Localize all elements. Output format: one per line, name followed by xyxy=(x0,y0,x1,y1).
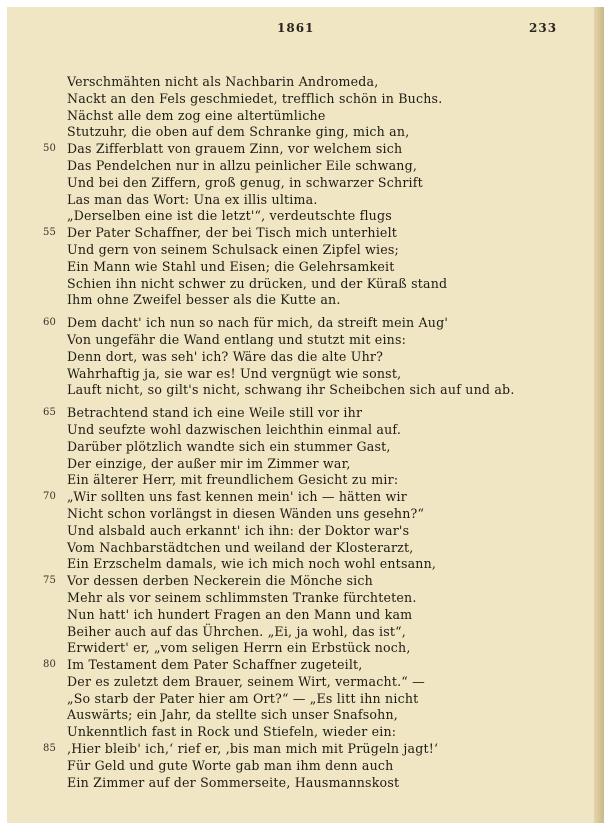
poem-line xyxy=(7,523,604,540)
line-text: Ihm ohne Zweifel besser als die Kutte an. xyxy=(67,292,341,308)
line-text: Das Zifferblatt von grauem Zinn, vor welchem sich xyxy=(67,141,403,157)
poem-line xyxy=(7,349,604,366)
line-text: Im Testament dem Pater Schaffner zugeteilt, xyxy=(67,657,363,673)
poem-line xyxy=(7,382,604,399)
line-number: 55 xyxy=(43,227,57,239)
poem-line xyxy=(7,141,604,158)
poem-line xyxy=(7,607,604,624)
poem-line xyxy=(7,758,604,775)
poem-line xyxy=(7,422,604,439)
line-text: Ein Mann wie Stahl und Eisen; die Gelehrsamkeit xyxy=(67,258,395,274)
poem-line xyxy=(7,91,604,108)
line-text: Darüber plötzlich wandte sich ein stummer Gast, xyxy=(67,438,391,454)
line-number: 60 xyxy=(43,317,57,329)
line-text: Der einzige, der außer mir im Zimmer war, xyxy=(67,455,351,471)
line-text: Betrachtend stand ich eine Weile still vor ihr xyxy=(67,405,363,421)
line-text: Stutzuhr, die oben auf dem Schranke ging, mich an, xyxy=(67,124,410,140)
poem-line xyxy=(7,315,604,332)
line-text: Für Geld und gute Worte gab man ihm denn auch xyxy=(67,757,394,773)
line-number: 80 xyxy=(43,659,57,671)
line-number: 85 xyxy=(43,743,57,755)
poem-line xyxy=(7,242,604,259)
poem-line xyxy=(7,439,604,456)
line-text: Mehr als vor seinem schlimmsten Tranke fürchteten. xyxy=(67,589,417,605)
poem-line xyxy=(7,741,604,758)
line-text: Ein älterer Herr, mit freundlichem Gesicht zu mir: xyxy=(67,472,399,488)
line-number: 65 xyxy=(43,407,57,419)
line-text: Und alsbald auch erkannt' ich ihn: der Doktor war's xyxy=(67,522,410,538)
poem-line xyxy=(7,276,604,293)
running-header xyxy=(7,21,604,41)
line-text: Lauft nicht, so gilt's nicht, schwang ihr Scheibchen sich auf und ab. xyxy=(67,382,515,398)
poem-line xyxy=(7,158,604,175)
poem-line xyxy=(7,657,604,674)
line-text: Das Pendelchen nur in allzu peinlicher Eile schwang, xyxy=(67,157,418,173)
poem-text xyxy=(7,74,604,791)
line-text: Der Pater Schaffner, der bei Tisch mich unterhielt xyxy=(67,225,398,241)
poem-line xyxy=(7,192,604,209)
poem-line xyxy=(7,208,604,225)
poem-line xyxy=(7,74,604,91)
line-text: Verschmähten nicht als Nachbarin Andromeda, xyxy=(67,74,379,89)
line-text: Von ungefähr die Wand entlang und stutzt mit eins: xyxy=(67,331,407,347)
line-text: Denn dort, was seh' ich? Wäre das die alte Uhr? xyxy=(67,348,384,364)
poem-line xyxy=(7,472,604,489)
line-text: Vor dessen derben Neckerein die Mönche sich xyxy=(67,573,373,589)
poem-line xyxy=(7,640,604,657)
line-text: Vom Nachbarstädtchen und weiland der Klosterarzt, xyxy=(67,539,414,555)
poem-line xyxy=(7,775,604,792)
header-year: 1861 xyxy=(277,21,315,35)
line-text: ‚Hier bleib' ich,‘ rief er, ‚bis man mich mit Prügeln jagt!‘ xyxy=(67,741,439,757)
line-text: Ein Zimmer auf der Sommerseite, Hausmannskost xyxy=(67,774,400,790)
poem-line xyxy=(7,674,604,691)
book-page xyxy=(7,7,604,823)
line-number: 50 xyxy=(43,143,57,155)
line-text: Wahrhaftig ja, sie war es! Und vergnügt wie sonst, xyxy=(67,365,402,381)
page-number: 233 xyxy=(529,21,558,35)
line-text: Las man das Wort: Una ex illis ultima. xyxy=(67,191,318,207)
line-text: Und bei den Ziffern, groß genug, in schwarzer Schrift xyxy=(67,174,423,190)
line-text: Nicht schon vorlängst in diesen Wänden uns gesehn?“ xyxy=(67,505,425,521)
line-text: Dem dacht' ich nun so nach für mich, da streift mein Aug' xyxy=(67,315,449,331)
poem-line xyxy=(7,707,604,724)
poem-line xyxy=(7,556,604,573)
poem-line xyxy=(7,691,604,708)
poem-line xyxy=(7,259,604,276)
line-text: Ein Erzschelm damals, wie ich mich noch wohl entsann, xyxy=(67,556,437,572)
line-text: Schien ihn nicht schwer zu drücken, und der Küraß stand xyxy=(67,275,448,291)
poem-line xyxy=(7,456,604,473)
line-text: Beiher auch auf das Ührchen. „Ei, ja wohl, das ist“, xyxy=(67,623,407,639)
line-text: Und seufzte wohl dazwischen leichthin einmal auf. xyxy=(67,421,402,437)
poem-line xyxy=(7,292,604,309)
line-number: 75 xyxy=(43,575,57,587)
line-text: Nächst alle dem zog eine altertümliche xyxy=(67,107,326,123)
poem-line xyxy=(7,540,604,557)
poem-line xyxy=(7,366,604,383)
line-text: Und gern von seinem Schulsack einen Zipfel wies; xyxy=(67,241,400,257)
poem-line xyxy=(7,590,604,607)
line-text: Unkenntlich fast in Rock und Stiefeln, wieder ein: xyxy=(67,724,397,740)
poem-line xyxy=(7,175,604,192)
line-text: Erwidert' er, „vom seligen Herrn ein Erbstück noch, xyxy=(67,640,411,656)
poem-line xyxy=(7,489,604,506)
line-text: „Derselben eine ist die letzt'“, verdeutschte flugs xyxy=(67,208,392,224)
line-text: Auswärts; ein Jahr, da stellte sich unser Snafsohn, xyxy=(67,707,398,723)
poem-line xyxy=(7,225,604,242)
line-number: 70 xyxy=(43,491,57,503)
poem-line xyxy=(7,624,604,641)
line-text: „So starb der Pater hier am Ort?“ — „Es litt ihn nicht xyxy=(67,690,419,706)
poem-line xyxy=(7,124,604,141)
poem-line xyxy=(7,573,604,590)
line-text: „Wir sollten uns fast kennen mein' ich — hätten wir xyxy=(67,489,407,505)
poem-line xyxy=(7,506,604,523)
poem-line xyxy=(7,724,604,741)
poem-line xyxy=(7,405,604,422)
poem-line xyxy=(7,108,604,125)
poem-line xyxy=(7,332,604,349)
line-text: Nackt an den Fels geschmiedet, trefflich schön in Buchs. xyxy=(67,90,443,106)
line-text: Nun hatt' ich hundert Fragen an den Mann und kam xyxy=(67,606,413,622)
line-text: Der es zuletzt dem Brauer, seinem Wirt, vermacht.“ — xyxy=(67,673,425,689)
